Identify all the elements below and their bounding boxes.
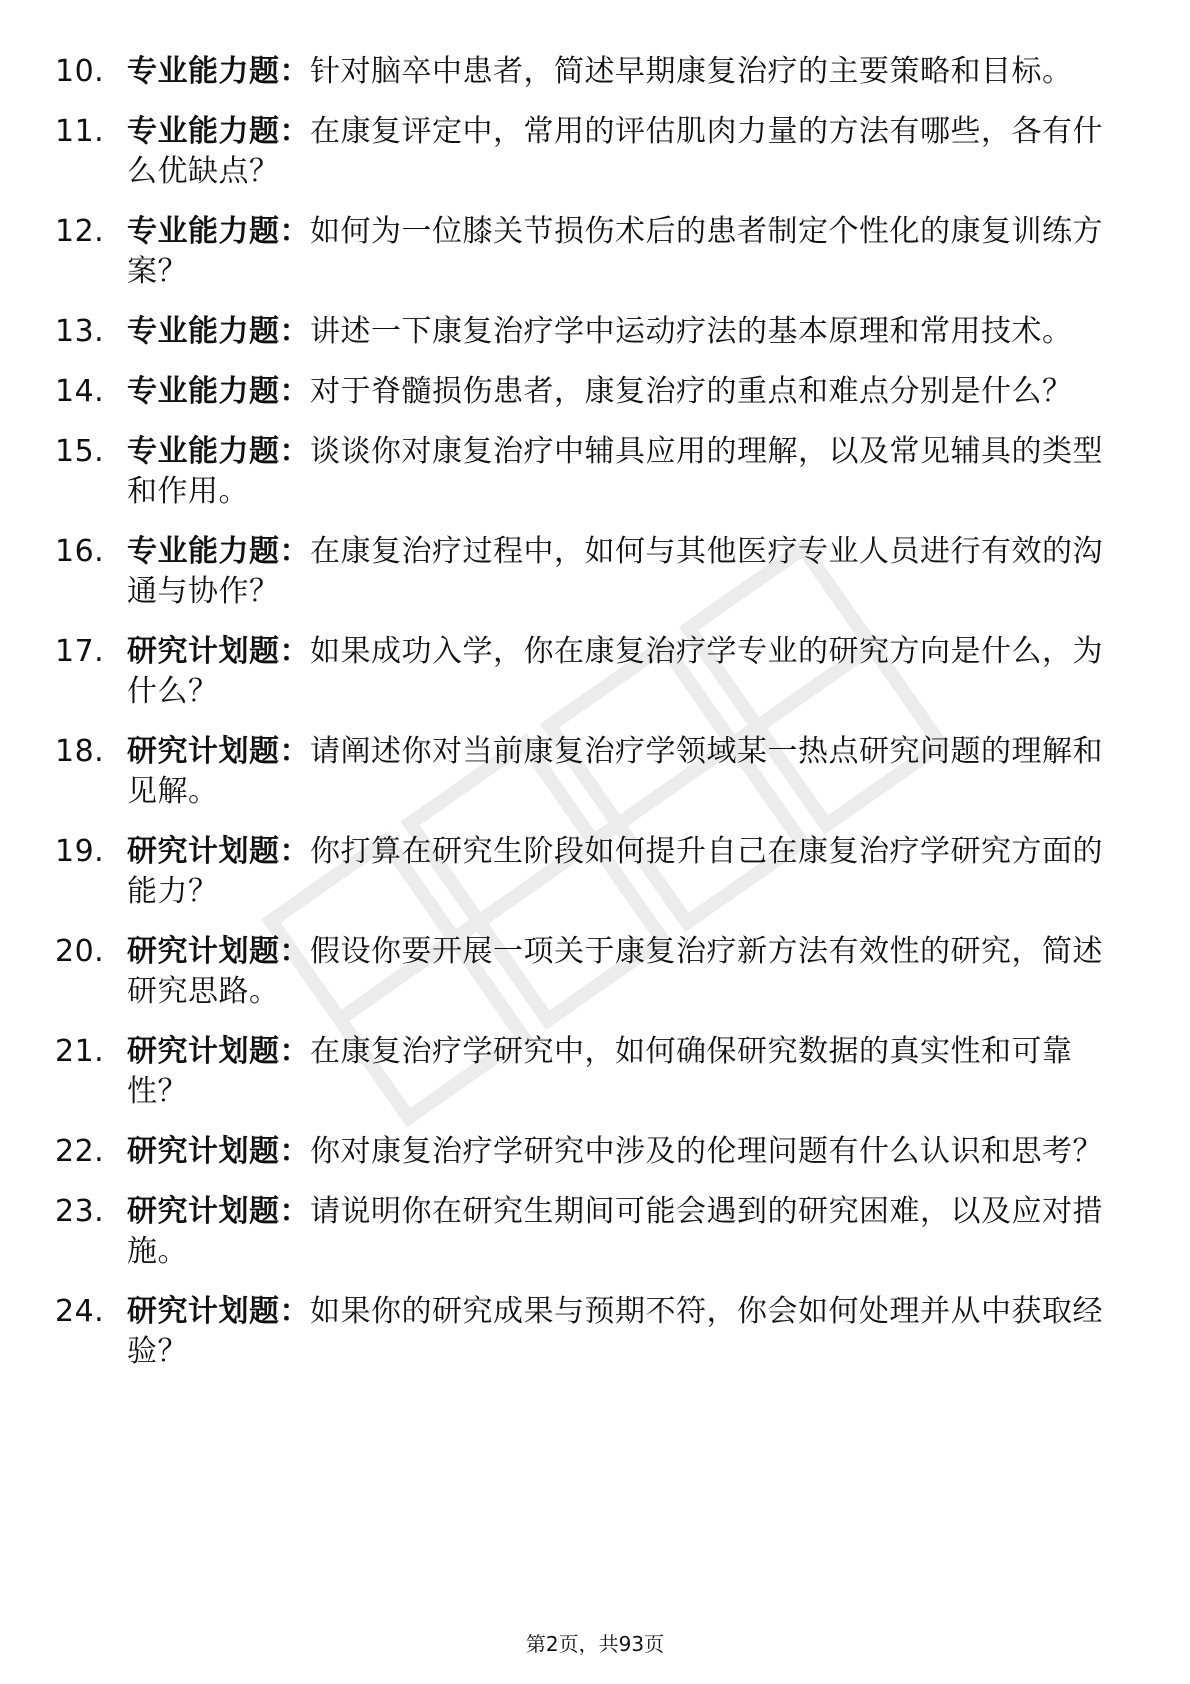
question-text: 你对康复治疗学研究中涉及的伦理问题有什么认识和思考？ (310, 1134, 1103, 1169)
question-category: 专业能力题： (127, 214, 310, 249)
question-text: 请阐述你对当前康复治疗学领域某一热点研究问题的理解和见解。 (127, 734, 1103, 809)
question-text: 如何为一位膝关节损伤术后的患者制定个性化的康复训练方案？ (127, 214, 1103, 289)
question-number: 19. (55, 834, 105, 869)
question-number: 18. (55, 734, 105, 769)
question-text: 在康复评定中，常用的评估肌肉力量的方法有哪些，各有什么优缺点？ (127, 114, 1103, 189)
question-text: 如果你的研究成果与预期不符，你会如何处理并从中获取经验？ (127, 1294, 1103, 1369)
question-category: 研究计划题： (127, 1294, 310, 1329)
question-item (55, 1132, 1115, 1172)
question-number: 13. (55, 314, 105, 349)
question-item (55, 52, 1115, 92)
question-text: 假设你要开展一项关于康复治疗新方法有效性的研究，简述研究思路。 (127, 934, 1103, 1009)
question-item (55, 632, 1115, 712)
question-category: 研究计划题： (127, 934, 310, 969)
question-category: 研究计划题： (127, 634, 310, 669)
question-number: 22. (55, 1134, 105, 1169)
question-item (55, 312, 1115, 352)
question-number: 16. (55, 534, 105, 569)
question-category: 研究计划题： (127, 834, 310, 869)
question-category: 研究计划题： (127, 1134, 310, 1169)
question-number: 12. (55, 214, 105, 249)
question-text: 在康复治疗过程中，如何与其他医疗专业人员进行有效的沟通与协作？ (127, 534, 1103, 609)
question-category: 研究计划题： (127, 1034, 310, 1069)
question-text: 你打算在研究生阶段如何提升自己在康复治疗学研究方面的能力？ (127, 834, 1103, 909)
question-number: 21. (55, 1034, 105, 1069)
question-item (55, 732, 1115, 812)
question-item (55, 932, 1115, 1012)
question-number: 20. (55, 934, 105, 969)
question-item (55, 212, 1115, 292)
question-item (55, 1032, 1115, 1112)
page-footer: 第2页，共93页 (525, 1632, 665, 1656)
question-category: 专业能力题： (127, 534, 310, 569)
question-number: 10. (55, 54, 105, 89)
question-number: 24. (55, 1294, 105, 1329)
question-item (55, 1192, 1115, 1272)
question-category: 专业能力题： (127, 314, 310, 349)
question-category: 研究计划题： (127, 734, 310, 769)
question-number: 23. (55, 1194, 105, 1229)
question-text: 讲述一下康复治疗学中运动疗法的基本原理和常用技术。 (310, 314, 1073, 349)
question-category: 专业能力题： (127, 114, 310, 149)
question-item (55, 832, 1115, 912)
question-item (55, 432, 1115, 512)
question-category: 专业能力题： (127, 374, 310, 409)
question-text: 请说明你在研究生期间可能会遇到的研究困难，以及应对措施。 (127, 1194, 1103, 1269)
question-item (55, 372, 1115, 412)
question-item (55, 532, 1115, 612)
question-list (55, 52, 1115, 1392)
question-number: 14. (55, 374, 105, 409)
question-category: 研究计划题： (127, 1194, 310, 1229)
question-item (55, 1292, 1115, 1372)
question-text: 如果成功入学，你在康复治疗学专业的研究方向是什么，为什么？ (127, 634, 1103, 709)
question-number: 15. (55, 434, 105, 469)
question-text: 针对脑卒中患者，简述早期康复治疗的主要策略和目标。 (310, 54, 1073, 89)
question-category: 专业能力题： (127, 434, 310, 469)
question-number: 17. (55, 634, 105, 669)
question-number: 11. (55, 114, 105, 149)
question-text: 在康复治疗学研究中，如何确保研究数据的真实性和可靠性？ (127, 1034, 1073, 1109)
question-text: 对于脊髓损伤患者，康复治疗的重点和难点分别是什么？ (310, 374, 1073, 409)
question-text: 谈谈你对康复治疗中辅具应用的理解，以及常见辅具的类型和作用。 (127, 434, 1103, 509)
question-category: 专业能力题： (127, 54, 310, 89)
question-item (55, 112, 1115, 192)
